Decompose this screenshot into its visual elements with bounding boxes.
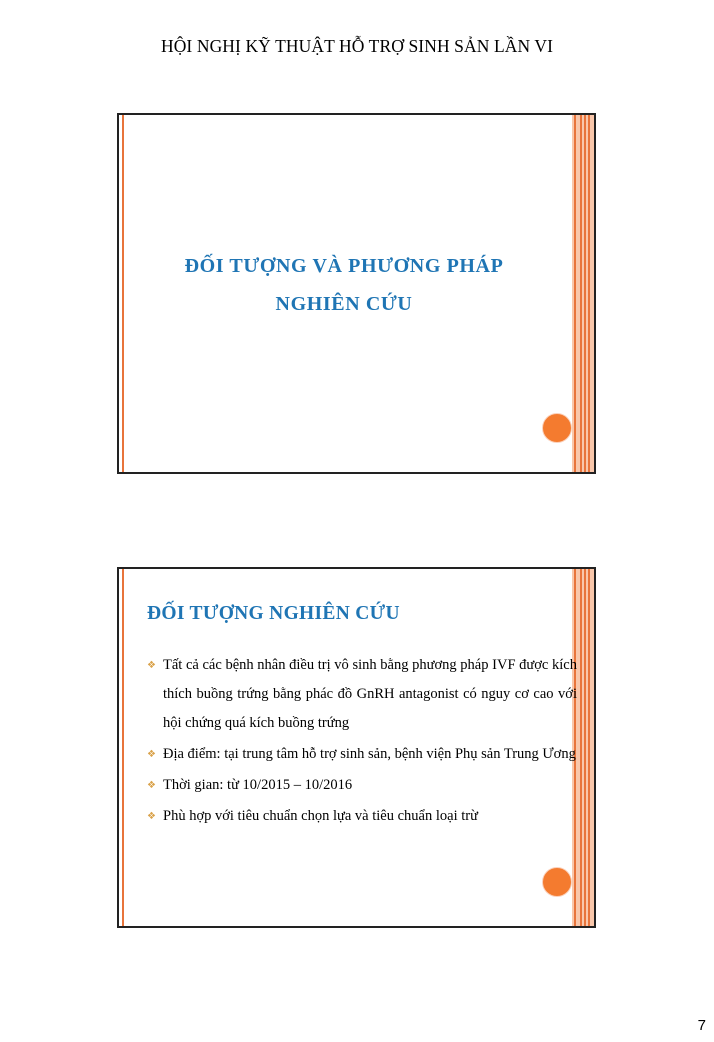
slide-1-title [149, 247, 539, 323]
diamond-bullet-icon: ❖ [147, 660, 156, 671]
bullet-list [147, 651, 577, 833]
list-item [147, 802, 577, 831]
slide-left-accent-line [122, 569, 124, 926]
slide-1 [117, 113, 596, 474]
list-item [147, 651, 577, 738]
slide-1-title-line-2: NGHIÊN CỨU [275, 293, 413, 315]
orange-circle-icon [542, 413, 572, 443]
page-number: 7 [697, 1017, 706, 1034]
list-item-text: Tất cả các bệnh nhân điều trị vô sinh bằng phương pháp IVF được kích thích buồng trứng bằng phác đồ GnRH antagonist có nguy cơ cao với hội chứng quá kích buồng trứng [163, 657, 577, 731]
diamond-bullet-icon: ❖ [147, 749, 156, 760]
page-header-title: HỘI NGHỊ KỸ THUẬT HỖ TRỢ SINH SẢN LẦN VI [160, 36, 554, 56]
list-item [147, 740, 577, 769]
slide-2-title: ĐỐI TƯỢNG NGHIÊN CỨU [147, 603, 400, 624]
diamond-bullet-icon: ❖ [147, 780, 156, 791]
list-item-text: Thời gian: từ 10/2015 – 10/2016 [163, 777, 353, 793]
slide-left-accent-line [122, 115, 124, 472]
list-item-text: Phù hợp với tiêu chuẩn chọn lựa và tiêu chuẩn loại trừ [163, 808, 478, 824]
orange-circle-icon [542, 867, 572, 897]
slide-1-title-line-1: ĐỐI TƯỢNG VÀ PHƯƠNG PHÁP [184, 255, 504, 277]
slide-2 [117, 567, 596, 928]
diamond-bullet-icon: ❖ [147, 811, 156, 822]
list-item-text: Địa điểm: tại trung tâm hỗ trợ sinh sản, bệnh viện Phụ sản Trung Ương [163, 746, 576, 762]
list-item [147, 771, 577, 800]
slide-side-stripes [572, 115, 594, 472]
